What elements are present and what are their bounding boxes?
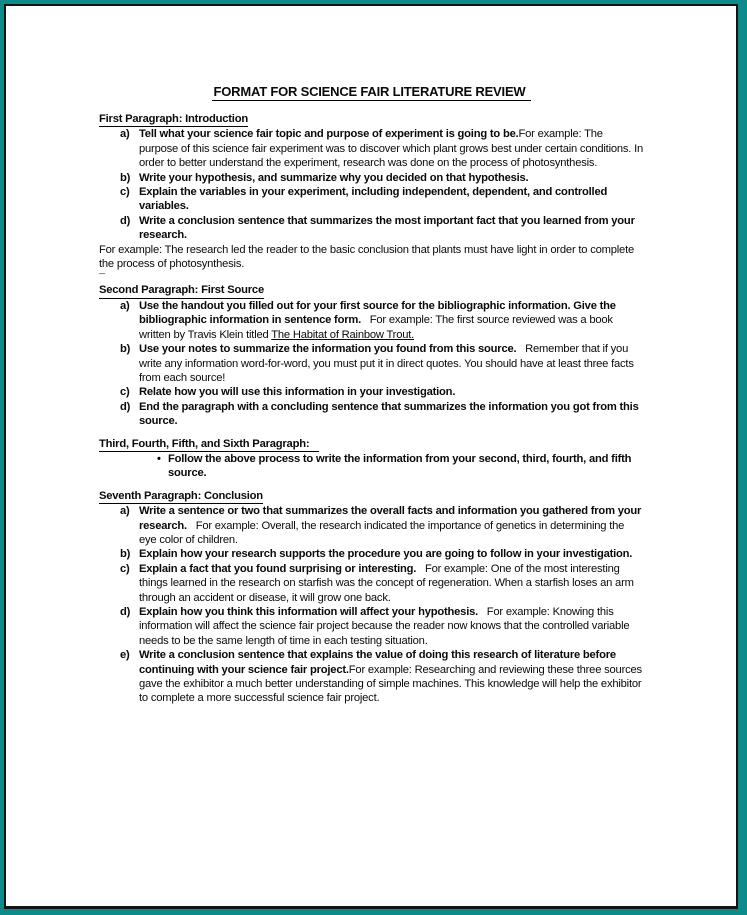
list-item bbox=[99, 342, 644, 385]
item-text bbox=[139, 385, 644, 399]
list-marker: c) bbox=[120, 562, 130, 575]
page-title: FORMAT FOR SCIENCE FAIR LITERATURE REVIEW bbox=[212, 84, 532, 101]
heading-row bbox=[99, 489, 644, 504]
instruction-text: Use the handout you filled out for your first source for the bibliographic information. Give the bibliographic information in sentence form. bbox=[139, 299, 616, 327]
list-marker: d) bbox=[120, 606, 131, 618]
list-marker: d) bbox=[120, 214, 131, 227]
instruction-text: Relate how you will use this information in your investigation. bbox=[139, 386, 456, 399]
list-marker: d) bbox=[120, 400, 131, 413]
instruction-text: Explain the variables in your experiment, including independent, dependent, and controlled variables. bbox=[139, 186, 608, 213]
example-text: For example: Knowing this information will affect the science fair project because the reader now knows that the controlled variable needs to be the same length of time in each testing situation. bbox=[139, 606, 630, 647]
list-item bbox=[99, 214, 644, 243]
item-text bbox=[139, 648, 644, 706]
list-marker: b) bbox=[120, 548, 131, 561]
example-paragraph: For example: The research led the reader to the basic conclusion that plants must have light in order to complete the process of photosynthesis. bbox=[99, 243, 635, 271]
list-marker: b) bbox=[120, 171, 131, 184]
list-item bbox=[99, 648, 644, 706]
instruction-text: Write a conclusion sentence that summarizes the most important fact that you learned from your research. bbox=[139, 214, 635, 242]
stray-mark: ¯ bbox=[99, 273, 105, 286]
list-item bbox=[99, 400, 644, 429]
heading-row bbox=[99, 112, 644, 127]
list-item bbox=[99, 127, 644, 170]
heading-row bbox=[99, 283, 644, 298]
item-text bbox=[139, 562, 644, 605]
instruction-text: Write a sentence or two that summarizes the overall facts and information you gathered from your research. bbox=[139, 505, 642, 532]
item-text bbox=[139, 171, 644, 185]
bullet-marker: • bbox=[157, 452, 161, 465]
heading-row bbox=[99, 437, 644, 452]
example-text: For example: Researching and reviewing these three sources gave the exhibitor a much better understanding of simple machines. This knowledge will help the exhibitor to complete a more successful science fair project. bbox=[139, 663, 642, 705]
list-marker: e) bbox=[120, 649, 130, 662]
title-row bbox=[99, 84, 644, 101]
instruction-text: End the paragraph with a concluding sentence that summarizes the information you got from this source. bbox=[139, 400, 639, 428]
example-text: For example: Overall, the research indicated the importance of genetics in determining the eye color of children. bbox=[139, 519, 625, 546]
list-marker: c) bbox=[120, 186, 130, 199]
list-marker: c) bbox=[120, 386, 130, 399]
instruction-text: Explain how your research supports the procedure you are going to follow in your investigation. bbox=[139, 548, 633, 561]
list-marker: a) bbox=[120, 299, 130, 312]
section-heading: First Paragraph: Introduction bbox=[99, 112, 248, 127]
example-text: For example: The purpose of this science fair experiment was to discover which plant grows best under certain conditions. In order to better understand the experiment, research was done on the process of photosynthesis. bbox=[139, 128, 644, 170]
item-text bbox=[139, 127, 644, 170]
example-text: For example: The first source reviewed was a book written by Travis Klein titled bbox=[139, 314, 613, 341]
book-title-underlined: The Habitat of Rainbow Trout. bbox=[271, 328, 415, 341]
section-second-paragraph bbox=[99, 273, 644, 428]
item-text bbox=[139, 185, 644, 214]
list-item bbox=[99, 562, 644, 605]
list-marker: a) bbox=[120, 505, 130, 518]
list-item bbox=[99, 605, 644, 648]
section-heading: Seventh Paragraph: Conclusion bbox=[99, 489, 263, 504]
instruction-text: Use your notes to summarize the information you found from this source. bbox=[139, 343, 517, 356]
item-text bbox=[168, 452, 644, 481]
instruction-text: Follow the above process to write the information from your second, third, fourth, and fifth source. bbox=[168, 452, 632, 480]
list-marker: b) bbox=[120, 343, 131, 356]
item-text bbox=[139, 342, 644, 385]
item-text bbox=[139, 299, 644, 342]
list-item bbox=[99, 385, 644, 399]
list-item bbox=[99, 547, 644, 561]
list-item bbox=[99, 171, 644, 185]
example-text: For example: One of the most interesting things learned in the research on starfish was the concept of regeneration. When a starfish loses an arm through an accident or disease, it will grow one back. bbox=[139, 562, 634, 604]
section-seventh-paragraph bbox=[99, 489, 644, 706]
instruction-text: Tell what your science fair topic and purpose of experiment is going to be. bbox=[139, 128, 519, 141]
item-text bbox=[139, 605, 644, 648]
instruction-text: Explain how you think this information will affect your hypothesis. bbox=[139, 606, 479, 618]
list-item bbox=[99, 185, 644, 214]
section-heading: Third, Fourth, Fifth, and Sixth Paragraph: bbox=[99, 437, 319, 452]
instruction-text: Explain a fact that you found surprising or interesting. bbox=[139, 562, 417, 575]
list-item bbox=[99, 452, 644, 481]
instruction-text: Write a conclusion sentence that explains the value of doing this research of literature before continuing with your science fair project. bbox=[139, 649, 616, 676]
list-marker: a) bbox=[120, 128, 130, 141]
section-heading: Second Paragraph: First Source bbox=[99, 283, 264, 298]
list-item bbox=[99, 504, 644, 547]
list-item bbox=[99, 299, 644, 342]
example-text: Remember that if you write any information word-for-word, you must put it in direct quotes. You should have at least three facts from each source! bbox=[139, 343, 634, 384]
document-page bbox=[4, 4, 738, 909]
document-content bbox=[6, 6, 736, 706]
item-text bbox=[139, 547, 644, 561]
item-text bbox=[139, 214, 644, 243]
item-text bbox=[139, 504, 644, 547]
section-third-to-sixth-paragraph bbox=[99, 437, 644, 481]
section-first-paragraph bbox=[99, 112, 644, 271]
item-text bbox=[139, 400, 644, 429]
instruction-text: Write your hypothesis, and summarize why you decided on that hypothesis. bbox=[139, 171, 529, 184]
